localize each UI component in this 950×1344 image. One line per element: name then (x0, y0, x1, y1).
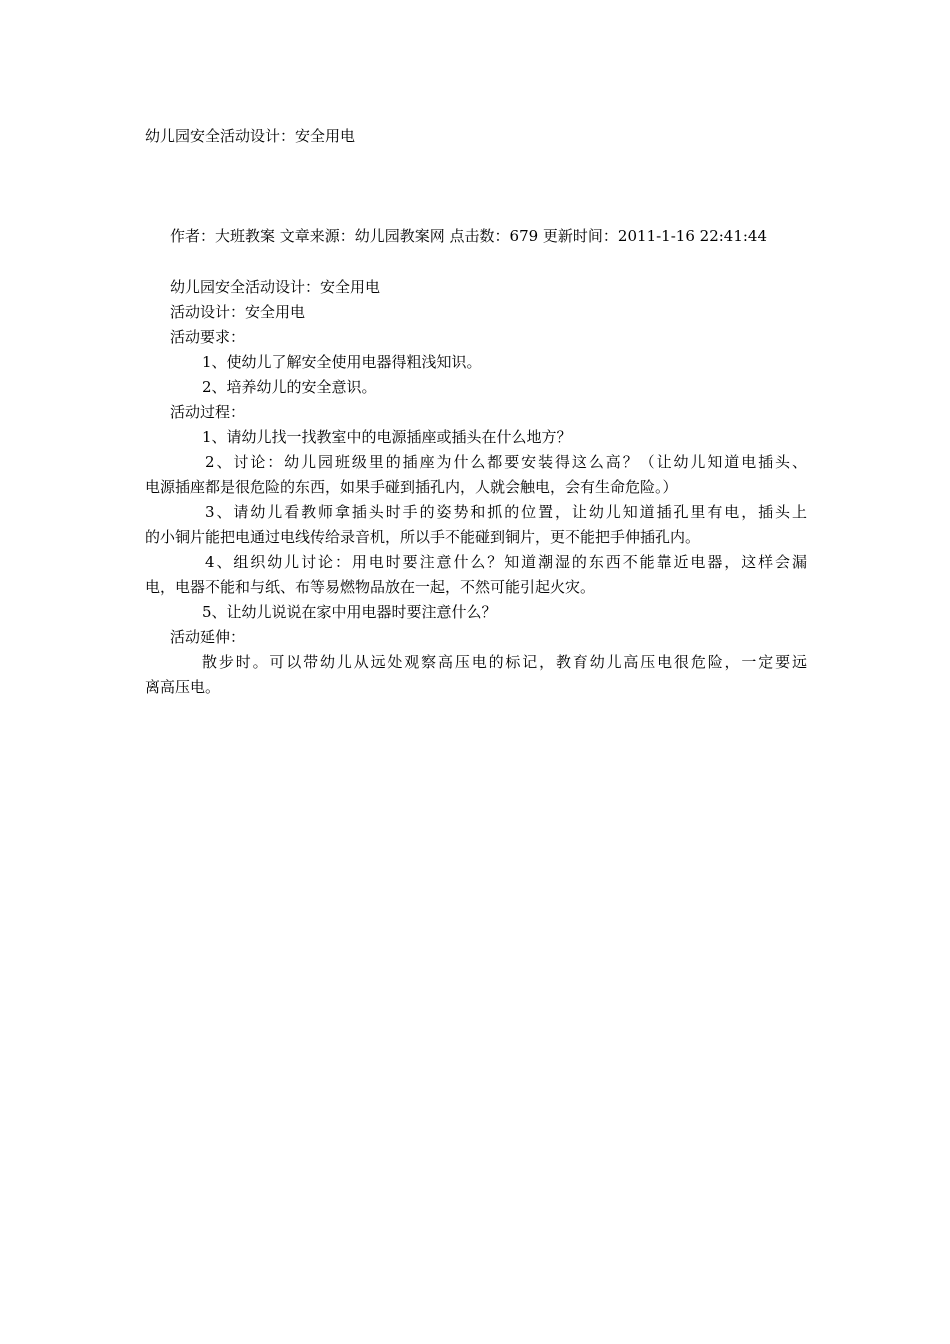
process-step-3-continued: 的小铜片能把电通过电线传给录音机，所以手不能碰到铜片，更不能把手伸插孔内。 (145, 528, 701, 546)
process-step-4-continued: 电，电器不能和与纸、布等易燃物品放在一起，不然可能引起火灾。 (145, 578, 596, 596)
extension-text: 散步时。可以带幼儿从远处观察高压电的标记，教育幼儿高压电很危险，一定要远 (202, 653, 807, 671)
activity-design-line: 活动设计：安全用电 (170, 303, 306, 321)
extension-text-continued: 离高压电。 (145, 678, 221, 696)
process-step-4: 4、组织幼儿讨论：用电时要注意什么？知道潮湿的东西不能靠近电器，这样会漏 (205, 553, 807, 571)
extension-label: 活动延伸： (170, 628, 246, 646)
article-body (145, 275, 807, 700)
page-title: 幼儿园安全活动设计：安全用电 (145, 127, 356, 145)
process-step-1: 1、请幼儿找一找教室中的电源插座或插头在什么地方？ (202, 428, 572, 446)
process-step-5: 5、让幼儿说说在家中用电器时要注意什么？ (202, 603, 497, 621)
requirements-label: 活动要求： (170, 328, 246, 346)
process-step-2: 2、讨论：幼儿园班级里的插座为什么都要安装得这么高？（让幼儿知道电插头、 (205, 453, 807, 471)
article-meta: 作者：大班教案 文章来源：幼儿园教案网 点击数：679 更新时间：2011-1-16 22:41:44 (170, 227, 768, 245)
process-step-2-continued: 电源插座都是很危险的东西，如果手碰到插孔内，人就会触电，会有生命危险。） (145, 478, 678, 496)
article-heading: 幼儿园安全活动设计：安全用电 (170, 278, 381, 296)
process-label: 活动过程： (170, 403, 246, 421)
process-step-3: 3、请幼儿看教师拿插头时手的姿势和抓的位置，让幼儿知道插孔里有电，插头上 (205, 503, 807, 521)
requirement-item: 2、培养幼儿的安全意识。 (202, 378, 377, 396)
requirement-item: 1、使幼儿了解安全使用电器得粗浅知识。 (202, 353, 482, 371)
